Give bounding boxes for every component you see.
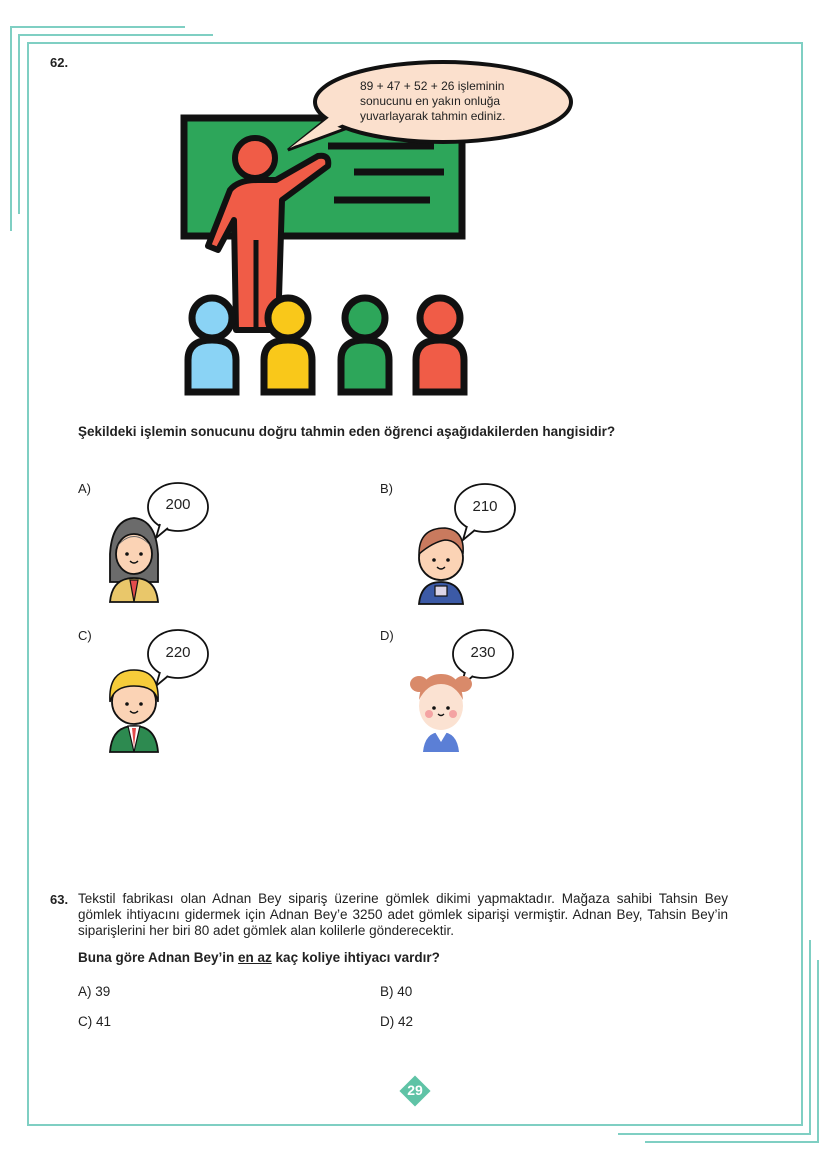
question-63-prompt: Buna göre Adnan Bey’in en az kaç koliye ihtiyacı vardır?	[78, 950, 440, 965]
emphasis-underline: en az	[238, 950, 272, 965]
student-green	[341, 298, 389, 392]
speech-line-1: 89 + 47 + 52 + 26 işleminin	[360, 79, 505, 93]
option-a-value: 200	[165, 496, 191, 513]
option-c-label[interactable]: C)	[78, 628, 92, 643]
question-63-number: 63.	[50, 892, 69, 907]
option-a-label[interactable]: A)	[78, 481, 91, 496]
corner-line	[618, 1133, 810, 1135]
corner-line	[809, 940, 811, 1135]
corner-line	[10, 26, 12, 231]
speech-line-2: sonucunu en yakın onluğa	[360, 94, 501, 108]
corner-line	[10, 26, 185, 28]
corner-line	[817, 960, 819, 1143]
corner-line	[18, 34, 20, 214]
option-b-label[interactable]: B)	[380, 481, 393, 496]
student-yellow	[264, 298, 312, 392]
answer-d[interactable]: D) 42	[380, 1014, 414, 1029]
option-d-label[interactable]: D)	[380, 628, 394, 643]
page-number: 29	[407, 1082, 423, 1098]
option-b-value: 210	[472, 498, 498, 515]
speech-line-3: yuvarlayarak tahmin ediniz.	[360, 109, 506, 123]
question-62-prompt: Şekildeki işlemin sonucunu doğru tahmin eden öğrenci aşağıdakilerden hangisidir?	[78, 424, 616, 439]
student-blue	[188, 298, 236, 392]
answer-a[interactable]: A) 39	[78, 984, 111, 999]
answer-b[interactable]: B) 40	[380, 984, 413, 999]
corner-line	[18, 34, 213, 36]
student-red	[416, 298, 464, 392]
option-c-value: 220	[165, 644, 191, 661]
question-63-text: Tekstil fabrikası olan Adnan Bey sipariş üzerine gömlek dikimi yapmaktadır. Mağaza sahibi Tahsin Bey gömlek ihtiyacını gidermek için Adnan Bey’e 3250 adet gömlek siparişi vermiştir. Adnan Bey, Tahsin Bey’in siparişlerini her biri 80 adet gömlek alan kolilerle gönderecektir.	[78, 891, 728, 938]
question-62-number: 62.	[50, 55, 69, 70]
option-d-value: 230	[470, 644, 496, 661]
answer-c[interactable]: C) 41	[78, 1014, 112, 1029]
corner-line	[645, 1141, 818, 1143]
